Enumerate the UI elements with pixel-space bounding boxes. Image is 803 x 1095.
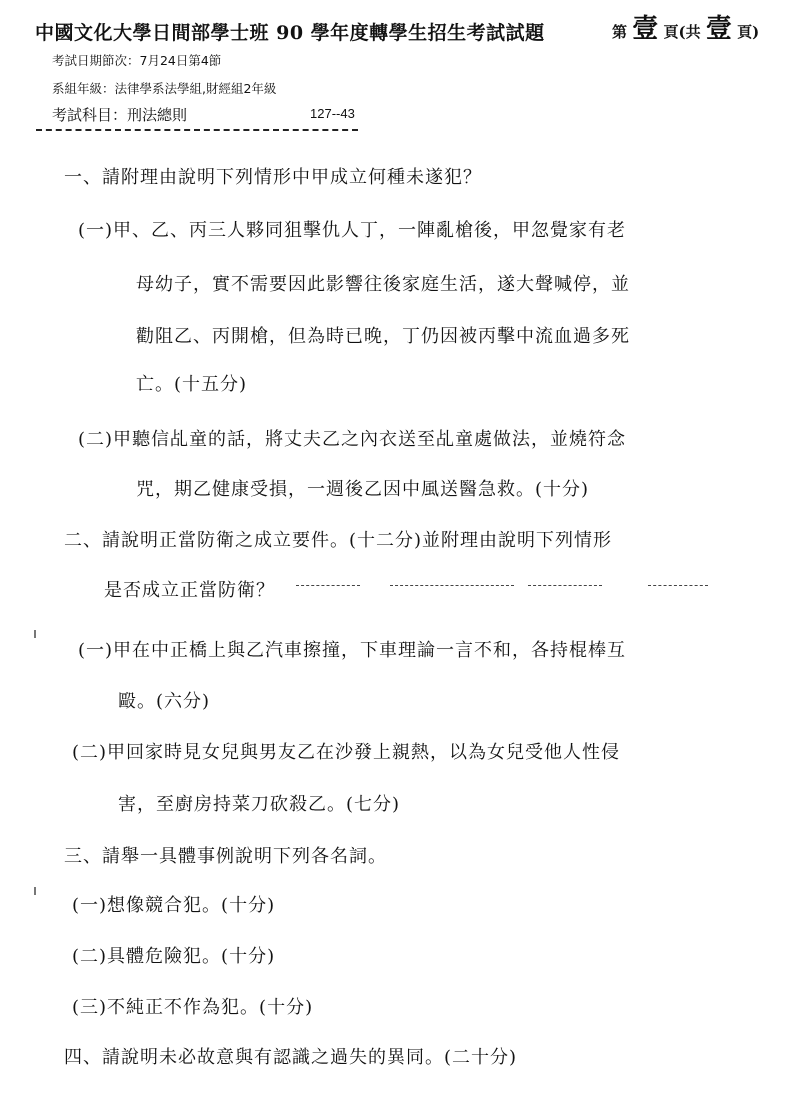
question-2b-line: (二)甲回家時見女兒與男友乙在沙發上親熱，以為女兒受他人性侵 [72, 742, 621, 763]
question-1a-line: 母幼子，實不需要因此影響往後家庭生活，遂大聲喊停，並 [136, 274, 630, 295]
page-mid: 頁(共 [663, 23, 701, 41]
question-2a-line: 毆。(六分) [118, 691, 211, 712]
question-3-item: (三)不純正不作為犯。(十分) [72, 997, 314, 1018]
exam-date: 考試日期節次：7月24日第4節 [52, 53, 222, 68]
scan-margin-mark [34, 630, 36, 638]
page-suffix: 頁) [737, 23, 760, 41]
page-current: 壹 [632, 14, 659, 44]
question-1b-line: (二)甲聽信乩童的話，將丈夫乙之內衣送至乩童處做法，並燒符念 [78, 429, 627, 450]
page-prefix: 第 [612, 23, 628, 41]
page-total: 壹 [705, 14, 732, 44]
question-1a-line: 勸阻乙、丙開槍，但為時已晚，丁仍因被丙擊中流血過多死 [136, 326, 630, 347]
page-number [612, 8, 759, 45]
exam-subject: 考試科目：刑法總則 [52, 106, 188, 124]
question-1a-line: 亡。(十五分) [136, 374, 248, 395]
question-1-heading: 一、請附理由說明下列情形中甲成立何種未遂犯？ [64, 167, 482, 188]
question-2-heading: 二、請說明正當防衛之成立要件。(十二分)並附理由說明下列情形 [64, 530, 613, 551]
question-1a-line: (一)甲、乙、丙三人夥同狙擊仇人丁，一陣亂槍後，甲忽覺家有老 [78, 220, 627, 241]
exam-title: 中國文化大學日間部學士班 90 學年度轉學生招生考試試題 [35, 22, 545, 44]
question-1b-line: 咒，期乙健康受損，一週後乙因中風送醫急救。(十分) [136, 479, 590, 500]
scan-margin-mark [34, 887, 36, 895]
question-2b-line: 害，至廚房持菜刀砍殺乙。(七分) [118, 794, 401, 815]
scan-artifact-line [390, 585, 514, 586]
scan-artifact-line [648, 585, 708, 586]
question-3-heading: 三、請舉一具體事例說明下列各名詞。 [64, 846, 387, 867]
department: 系組年級：法律學系法學組,財經組2年級 [52, 81, 277, 96]
scan-artifact-line [296, 585, 360, 586]
question-2a-line: (一)甲在中正橋上與乙汽車擦撞，下車理論一言不和，各持棍棒互 [78, 640, 627, 661]
exam-code: 127--43 [310, 106, 355, 121]
scan-artifact-line [528, 585, 602, 586]
question-3-item: (二)具體危險犯。(十分) [72, 946, 276, 967]
question-3-item: (一)想像競合犯。(十分) [72, 895, 276, 916]
question-2-heading: 是否成立正當防衛？ [104, 580, 275, 601]
header-divider [36, 129, 358, 131]
question-4-heading: 四、請說明未必故意與有認識之過失的異同。(二十分) [64, 1047, 518, 1068]
